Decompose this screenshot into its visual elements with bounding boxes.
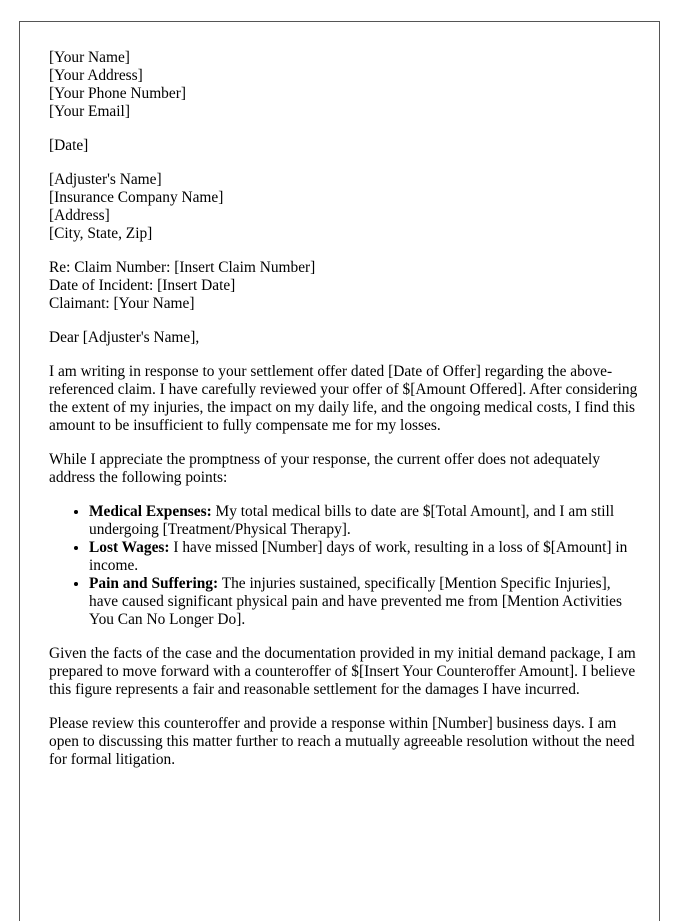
points-list: [49, 503, 639, 629]
point-text: The injuries sustained, specifically [Mention Specific Injuries], have caused significant physical pain and have prevented me from [Mention Activities You Can No Longer Do].: [89, 575, 622, 628]
salutation: Dear [Adjuster's Name],: [49, 329, 200, 346]
point-label: Lost Wages:: [89, 539, 170, 556]
recipient-address: [Address]: [49, 207, 110, 224]
list-item-lost-wages: [89, 539, 639, 575]
letter-page: [19, 21, 660, 921]
date-block: [49, 137, 639, 155]
paragraph-intro: I am writing in response to your settlement offer dated [Date of Offer] regarding the above-referenced claim. I have carefully reviewed your offer of $[Amount Offered]. After considering the extent of my injuries, the impact on my daily life, and the ongoing medical costs, I find this amount to be insufficient to fully compensate me for my losses.: [49, 363, 638, 434]
sender-email: [Your Email]: [49, 103, 130, 120]
claim-number-line: Re: Claim Number: [Insert Claim Number]: [49, 259, 316, 276]
paragraph-counteroffer: Given the facts of the case and the documentation provided in my initial demand package, I am prepared to move forward with a counteroffer of $[Insert Your Counteroffer Amount]. I believe this figure represents a fair and reasonable settlement for the damages I have incurred.: [49, 645, 636, 698]
sender-phone: [Your Phone Number]: [49, 85, 186, 102]
point-text: I have missed [Number] days of work, resulting in a loss of $[Amount] in income.: [89, 539, 628, 574]
paragraph-request-response: Please review this counteroffer and provide a response within [Number] business days. I am open to discussing this matter further to reach a mutually agreeable resolution without the need for formal litigation.: [49, 715, 635, 768]
incident-date-line: Date of Incident: [Insert Date]: [49, 277, 236, 294]
letter-date: [Date]: [49, 137, 89, 154]
sender-address: [Your Address]: [49, 67, 143, 84]
recipient-company: [Insurance Company Name]: [49, 189, 224, 206]
recipient-name: [Adjuster's Name]: [49, 171, 162, 188]
claimant-line: Claimant: [Your Name]: [49, 295, 195, 312]
recipient-block: [49, 171, 639, 243]
paragraph-points-intro: While I appreciate the promptness of your response, the current offer does not adequately address the following points:: [49, 451, 601, 486]
point-label: Medical Expenses:: [89, 503, 212, 520]
reference-block: [49, 259, 639, 313]
point-label: Pain and Suffering:: [89, 575, 219, 592]
point-text: My total medical bills to date are $[Total Amount], and I am still undergoing [Treatment/Physical Therapy].: [89, 503, 615, 538]
list-item-pain-and-suffering: [89, 575, 639, 629]
recipient-city-state-zip: [City, State, Zip]: [49, 225, 153, 242]
sender-name: [Your Name]: [49, 49, 130, 66]
letter-body: [49, 49, 639, 785]
sender-block: [49, 49, 639, 121]
list-item-medical-expenses: [89, 503, 639, 539]
